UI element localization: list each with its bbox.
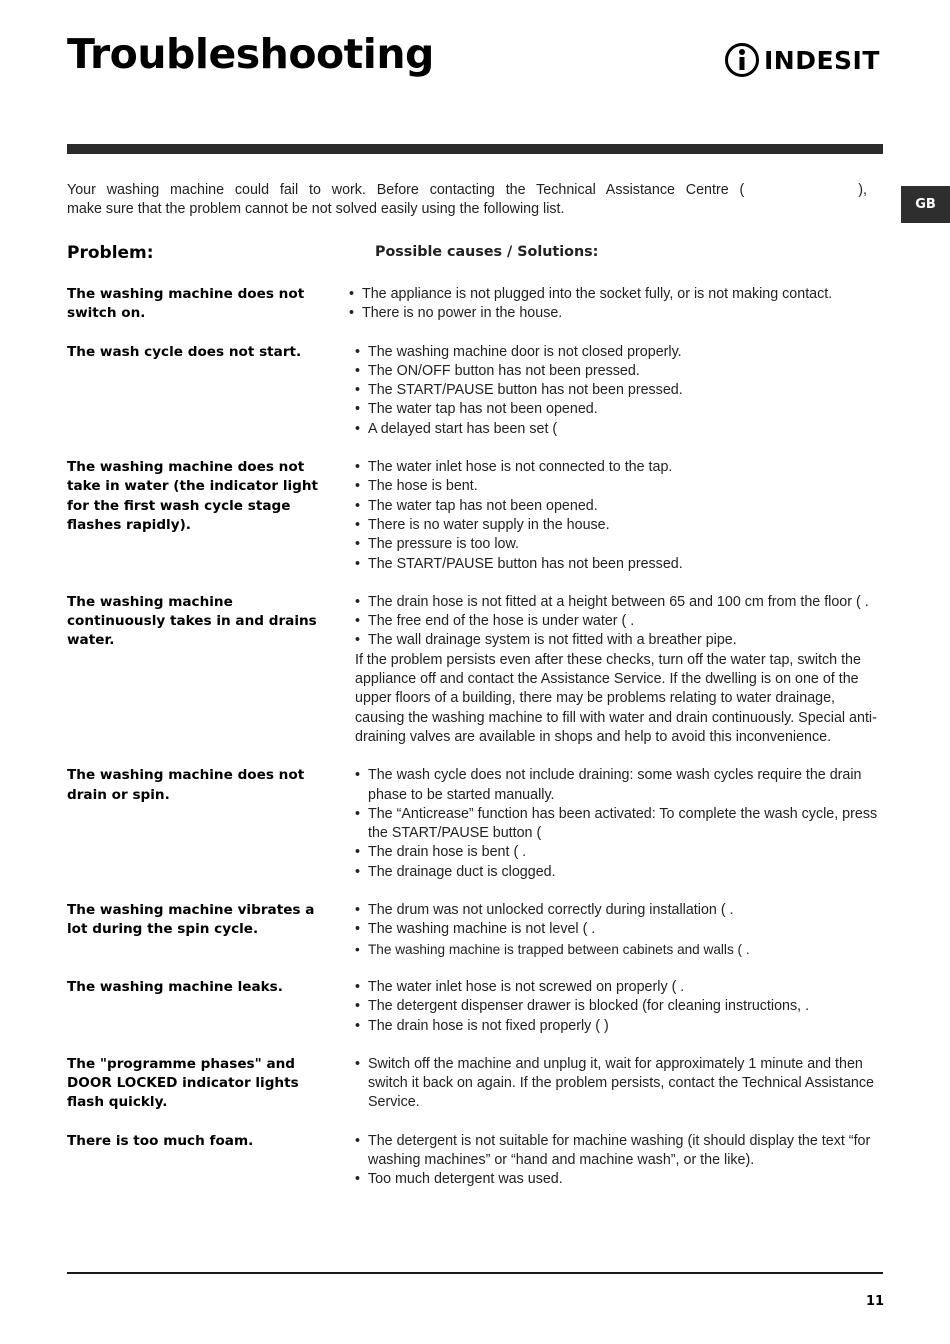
cause-item: • The water inlet hose is not connected to the tap.	[355, 459, 673, 476]
cause-item: • The appliance is not plugged into the socket fully, or is not making contact.	[349, 286, 833, 302]
entry-no-drain-spin	[67, 766, 883, 882]
problem-text: The washing machine does not drain or spin.	[67, 767, 305, 803]
causes-list	[355, 978, 883, 1036]
causes-list	[355, 766, 883, 882]
entry-cycle-not-start	[67, 343, 883, 439]
cause-item: • The washing machine is trapped between cabinets and walls ( .	[355, 941, 750, 957]
entry-too-much-foam	[67, 1132, 883, 1190]
language-tab: GB	[901, 186, 950, 223]
causes-list	[355, 593, 883, 747]
cause-item: • The ON/OFF button has not been pressed.	[355, 362, 640, 379]
intro-line2: make sure that the problem cannot be not solved easily using the following list.	[67, 201, 565, 218]
cause-item: • The hose is bent.	[355, 478, 478, 495]
causes-list	[355, 343, 883, 439]
causes-list	[355, 901, 883, 959]
entry-no-water-intake	[67, 458, 883, 574]
cause-item: • Switch off the machine and unplug it, wait for approximately 1 minute and then switch it back on again. If the problem persists, contact the Technical Assistance Service.	[355, 1055, 874, 1111]
problem-text: The washing machine leaks.	[67, 978, 283, 995]
cause-item: • There is no water supply in the house.	[355, 516, 610, 533]
cause-item: • The START/PAUSE button has not been pressed.	[355, 382, 683, 399]
entry-continuous-fill-drain	[67, 593, 883, 747]
causes-list	[355, 1132, 883, 1190]
causes-list	[355, 458, 883, 574]
causes-list	[355, 1055, 883, 1113]
entry-lights-flash	[67, 1055, 883, 1113]
solution-note: If the problem persists even after these checks, turn off the water tap, switch the appliance off and contact the Assistance Service. If the dwelling is on one of the upper floors of a building, there may be problems relating to water drainage, causing the washing machine to fill with water and drain continuously. Special anti-draining valves are available in shops and help to avoid this inconvenience.	[355, 651, 877, 745]
entry-vibrates	[67, 901, 883, 959]
troubleshooting-list	[67, 285, 883, 1209]
cause-item: • The free end of the hose is under water ( .	[355, 613, 635, 630]
intro-line1-end: ),	[858, 182, 867, 198]
cause-item: • The pressure is too low.	[355, 536, 519, 553]
indesit-logo-icon	[724, 42, 760, 78]
page-title: Troubleshooting	[67, 30, 434, 78]
problem-text: There is too much foam.	[67, 1132, 254, 1149]
cause-item: • The drain hose is not fitted at a height between 65 and 100 cm from the floor ( .	[355, 593, 869, 610]
cause-item: • The wall drainage system is not fitted with a breather pipe.	[355, 632, 737, 649]
cause-item: • The detergent is not suitable for machine washing (it should display the text “for washing machines” or “hand and machine wash”, or the like).	[355, 1132, 871, 1168]
cause-item: • Too much detergent was used.	[355, 1171, 563, 1188]
cause-item: • The drainage duct is clogged.	[355, 863, 556, 880]
problem-text: The washing machine does not take in water (the indicator light for the first wash cycle stage flashes rapidly).	[67, 459, 319, 533]
causes-list	[349, 285, 877, 324]
problem-text: The washing machine vibrates a lot during the spin cycle.	[67, 902, 315, 938]
cause-item: • The wash cycle does not include draining: some wash cycles require the drain phase to be started manually.	[355, 767, 862, 803]
brand-name: INDESIT	[764, 45, 880, 75]
cause-item: • There is no power in the house.	[349, 305, 563, 322]
problem-text: The washing machine continuously takes in and drains water.	[67, 593, 317, 649]
cause-item: • A delayed start has been set (	[355, 420, 558, 437]
problem-text: The wash cycle does not start.	[67, 343, 302, 360]
footer-rule	[67, 1272, 883, 1274]
causes-column-heading: Possible causes / Solutions:	[375, 244, 599, 260]
cause-item: • The water tap has not been opened.	[355, 401, 598, 418]
problem-text: The "programme phases" and DOOR LOCKED indicator lights flash quickly.	[67, 1055, 299, 1111]
cause-item: • The washing machine is not level ( .	[355, 921, 596, 938]
header-rule	[67, 144, 883, 154]
cause-item: • The water tap has not been opened.	[355, 497, 598, 514]
cause-item: • The washing machine door is not closed properly.	[355, 343, 682, 360]
entry-leaks	[67, 978, 883, 1036]
problem-text: The washing machine does not switch on.	[67, 286, 305, 322]
intro-text	[67, 181, 867, 220]
cause-item: • The START/PAUSE button has not been pressed.	[355, 555, 683, 572]
cause-item: • The “Anticrease” function has been activated: To complete the wash cycle, press the START/PAUSE button (	[355, 805, 878, 842]
cause-item: • The detergent dispenser drawer is blocked (for cleaning instructions, .	[355, 998, 810, 1015]
cause-item: • The drum was not unlocked correctly during installation ( .	[355, 902, 734, 919]
cause-item: • The drain hose is bent ( .	[355, 844, 527, 861]
cause-item: • The water inlet hose is not screwed on properly ( .	[355, 978, 685, 995]
problem-column-heading: Problem:	[67, 243, 154, 263]
cause-item: • The drain hose is not fixed properly ( )	[355, 1017, 609, 1034]
intro-line1-start: Your washing machine could fail to work. Before contacting the Technical Assistance Centre (	[67, 182, 745, 198]
entry-no-switch-on	[67, 285, 883, 324]
page-number: 11	[866, 1294, 885, 1309]
brand-logo	[724, 42, 880, 78]
